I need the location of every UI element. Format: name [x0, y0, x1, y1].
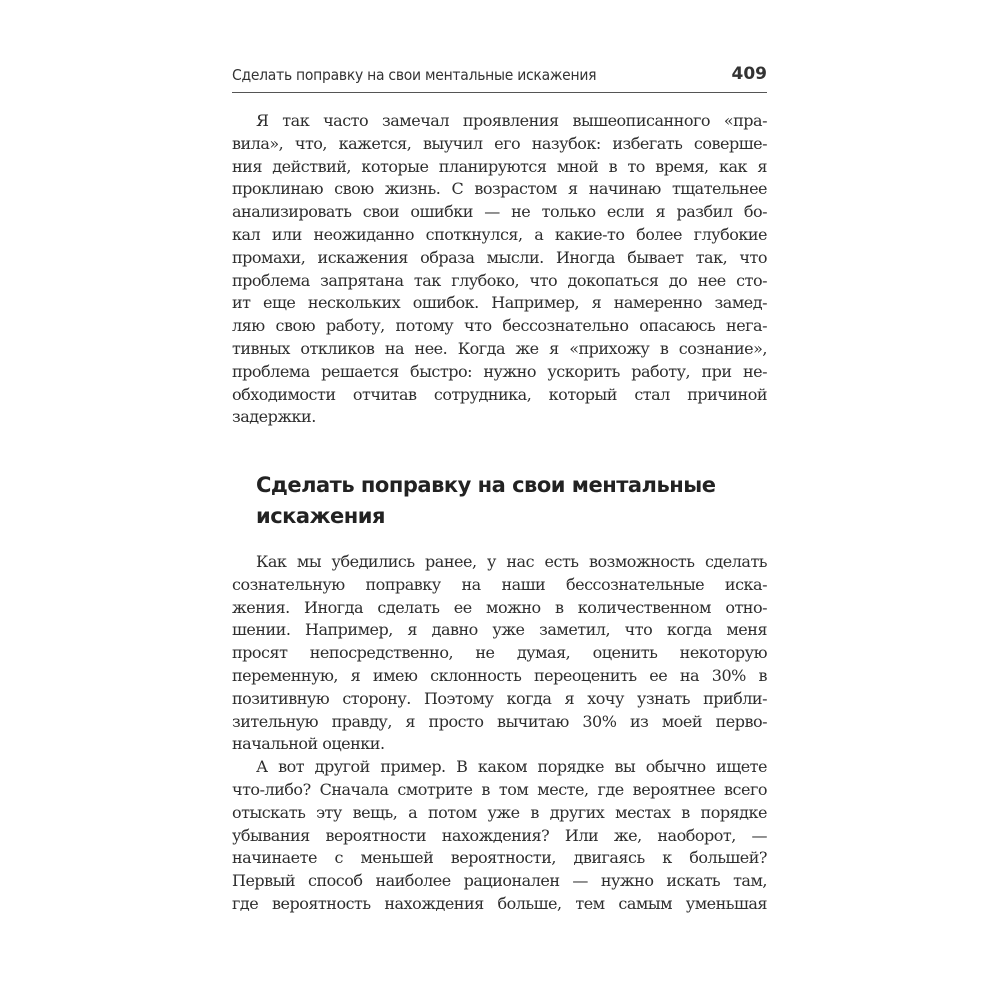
paragraph-3 — [232, 756, 767, 916]
text-line: ляю свою работу, потому что бессознательно опасаюсь нега- — [232, 316, 767, 336]
text-line: анализировать свои ошибки — не только если я разбил бо- — [232, 202, 767, 222]
text-line: А вот другой пример. В каком порядке вы обычно ищете — [256, 757, 767, 777]
text-line: переменную, я имею склонность переоценить ее на 30% в — [232, 665, 767, 685]
text-line: зительную правду, я просто вычитаю 30% из моей перво- — [232, 711, 767, 731]
text-line: обходимости отчитав сотрудника, который стал причиной — [232, 384, 767, 404]
text-line: Я так часто замечал проявления вышеописанного «пра- — [256, 111, 767, 130]
text-line: позитивную сторону. Поэтому когда я хочу узнать прибли- — [232, 688, 767, 708]
text-line: проблема запрятана так глубоко, что докопаться до нее сто- — [232, 270, 767, 290]
section-heading-line: искажения — [256, 504, 385, 528]
text-line: отыскать эту вещь, а потом уже в других местах в порядке — [232, 802, 767, 822]
text-line: просят непосредственно, не думая, оценить некоторую — [232, 643, 767, 663]
text-line: промахи, искажения образа мысли. Иногда бывает так, что — [232, 247, 767, 267]
paragraph-2 — [232, 551, 767, 756]
text-line: вила», что, кажется, выучил его назубок: избегать соверше- — [232, 133, 767, 153]
text-line: кал или неожиданно споткнулся, а какие-то более глубокие — [232, 224, 767, 244]
text-line: жения. Иногда сделать ее можно в количественном отно- — [232, 597, 767, 617]
text-line: сознательную поправку на наши бессознательные иска- — [232, 574, 767, 594]
text-line: Как мы убедились ранее, у нас есть возможность сделать — [256, 552, 767, 571]
text-line: начинаете с меньшей вероятности, двигаясь к большей? — [232, 848, 767, 868]
text-line: тивных откликов на нее. Когда же я «прихожу в сознание», — [232, 338, 767, 358]
text-line: задержки. — [232, 407, 316, 427]
section-heading — [256, 470, 756, 532]
text-line: что-либо? Сначала смотрите в том месте, где вероятнее всего — [232, 779, 767, 799]
running-header — [232, 62, 767, 93]
paragraph-1 — [232, 110, 767, 429]
section-heading-line: Сделать поправку на свои ментальные — [256, 473, 716, 497]
text-line: проклинаю свою жизнь. С возрастом я начинаю тщательнее — [232, 179, 767, 199]
text-line: начальной оценки. — [232, 734, 385, 754]
page-number: 409 — [731, 64, 767, 84]
text-line: Первый способ наиболее рационален — нужно искать там, — [232, 871, 767, 891]
body-text — [232, 551, 767, 916]
text-line: шении. Например, я давно уже заметил, что когда меня — [232, 620, 767, 640]
text-line: проблема решается быстро: нужно ускорить работу, при не- — [232, 361, 767, 381]
text-line: ит еще нескольких ошибок. Например, я намеренно замед- — [232, 293, 767, 313]
text-line: ния действий, которые планируются мной в то время, как я — [232, 156, 767, 176]
running-header-title: Сделать поправку на свои ментальные искажения — [232, 66, 597, 84]
text-line: убывания вероятности нахождения? Или же, наоборот, — — [232, 825, 767, 845]
text-line: где вероятность нахождения больше, тем самым уменьшая — [232, 893, 767, 913]
